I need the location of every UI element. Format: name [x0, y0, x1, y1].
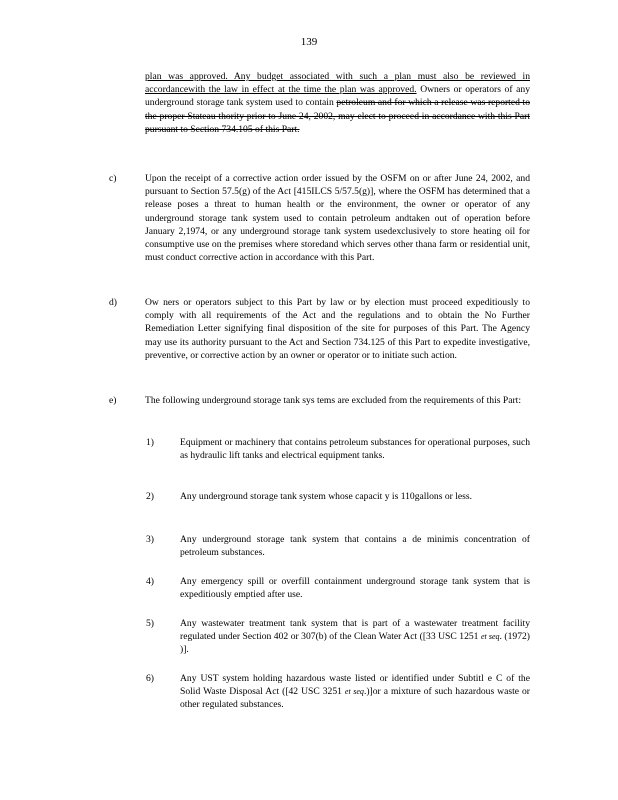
item-6-text: [180, 672, 530, 712]
section-c-paragraph: Upon the receipt of a corrective action order issued by the OSFM on or after June 24, 2002, and pursuant to Section 57.5(g) of the Act [415ILCS 5/57.5(g)], where the OSFM has determined that a release poses a threat to human health or the environment, the owner or operator of any underground storage tank system used to contain petroleum andtaken out of operation before January 2,1974, or any underground storage tank system usedexclusively to store heating oil for consumptive use on the premises where storedand which serves other thana farm or residential unit, must conduct corrective action in accordance with this Part.: [145, 173, 530, 264]
intro-struck-text: petroleum and for which a release was reported to the proper Stateau thority prior to June 24, 2002, may elect to proceed in accordance with this Part pursuant to Section 734.105 of this Part.: [145, 97, 530, 135]
item-6-text-before: Any UST system holding hazardous waste listed or identified under Subtitl e C of the Solid Waste Disposal Act ([42 USC 3251: [180, 673, 530, 698]
item-1-number: 1): [146, 437, 154, 448]
section-c-text: [145, 172, 530, 264]
item-6-italic: et seq: [344, 687, 364, 697]
item-4-number: 4): [146, 576, 154, 587]
section-d-text: [145, 296, 530, 362]
intro-underlined-text: plan was approved. Any budget associated with such a plan must also be reviewed in accordancewith the law in effect at the time the plan was approved.: [145, 71, 530, 96]
item-2-number: 2): [146, 491, 154, 502]
section-e-paragraph: The following underground storage tank sys tems are excluded from the requirements of this Part:: [145, 395, 522, 406]
item-5-text-after: . (1972) )].: [180, 631, 531, 656]
item-3-number: 3): [146, 534, 154, 545]
section-d-marker: d): [109, 297, 117, 308]
section-c-marker: c): [109, 173, 117, 184]
intro-paragraph: [145, 70, 530, 136]
item-5-italic: et seq: [480, 632, 500, 642]
item-5-text: [180, 617, 530, 657]
item-5-text-before: Any wastewater treatment tank system that is part of a wastewater treatment facility regulated under Section 402 or 307(b) of the Clean Water Act ([33 USC 1251: [180, 618, 530, 643]
item-6-text-after: .)]or a mixture of such hazardous waste or other regulated substances.: [180, 686, 530, 711]
section-e-marker: e): [109, 395, 117, 406]
item-6-number: 6): [146, 673, 154, 684]
item-2-text: Any underground storage tank system whose capacit y is 110gallons or less.: [180, 491, 473, 502]
item-1-text: Equipment or machinery that contains petroleum substances for operational purposes, such as hydraulic lift tanks and electrical equipment tanks.: [180, 437, 530, 462]
section-d-paragraph: Ow ners or operators subject to this Part by law or by election must proceed expeditiously to comply with all requirements of the Act and the regulations and to obtain the No Further Remediation Letter signifying final disposition of the site for purposes of this Part. The Agency may use its authority pursuant to the Act and Section 734.125 of this Part to expedite investigative, preventive, or corrective action by an owner or operator or to initiate such action.: [145, 297, 530, 361]
item-4-text: Any emergency spill or overfill containment underground storage tank system that is expeditiously emptied after use.: [180, 576, 530, 601]
intro-plain-text: Owners or operators of any underground storage tank system used to contain: [145, 84, 531, 109]
page-number: 139: [300, 36, 318, 48]
item-3-text: Any underground storage tank system that contains a de minimis concentration of petroleum substances.: [180, 534, 530, 559]
item-5-number: 5): [146, 618, 154, 629]
section-e-text: [145, 394, 530, 407]
